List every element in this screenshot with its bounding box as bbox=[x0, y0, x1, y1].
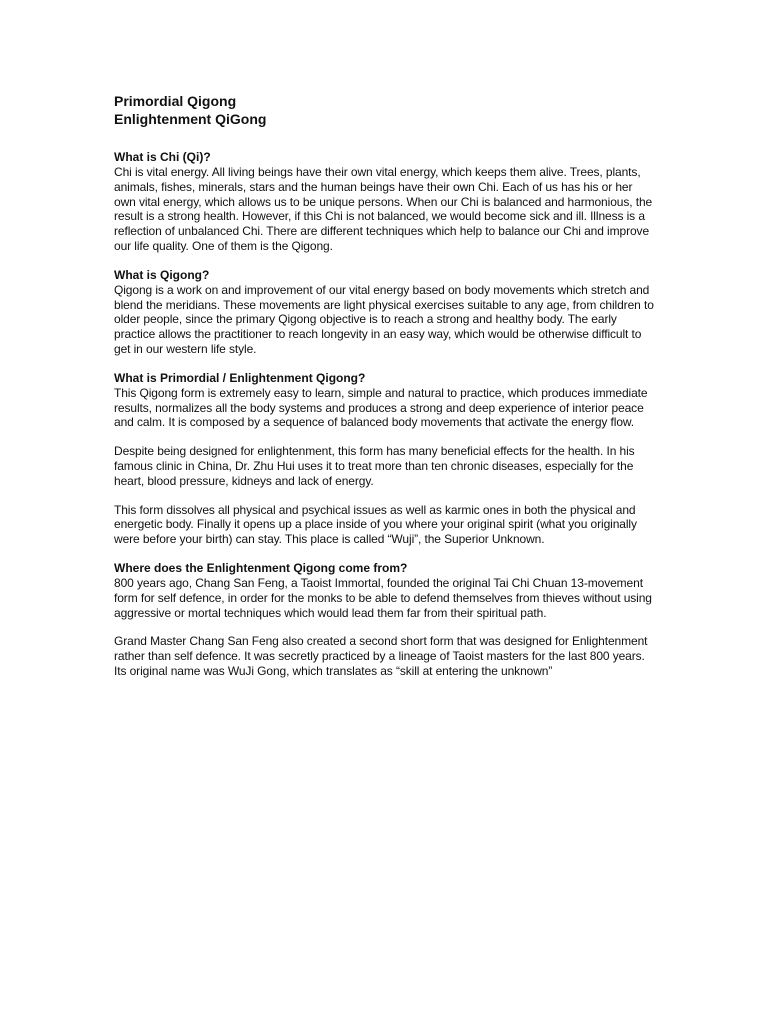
section-where-does-it-come-from bbox=[114, 561, 654, 679]
paragraph: Grand Master Chang San Feng also created a second short form that was designed for Enlightenment rather than self defence. It was secretly practiced by a lineage of Taoist masters for the last 800 years. Its original name was WuJi Gong, which translates as “skill at entering the unknown” bbox=[114, 634, 648, 678]
section-what-is-primordial-qigong bbox=[114, 371, 654, 547]
section-heading: What is Chi (Qi)? bbox=[114, 150, 211, 164]
paragraph: Despite being designed for enlightenment, this form has many beneficial effects for the health. In his famous clinic in China, Dr. Zhu Hui uses it to treat more than ten chronic diseases, especially for the heart, blood pressure, kidneys and lack of energy. bbox=[114, 444, 635, 488]
section-heading: What is Qigong? bbox=[114, 267, 210, 282]
paragraph: This Qigong form is extremely easy to learn, simple and natural to practice, which produces immediate results, normalizes all the body systems and produces a strong and deep experience of interior peace and calm. It is composed by a sequence of balanced body movements that activate the energy flow. bbox=[114, 385, 648, 430]
section-what-is-chi bbox=[114, 150, 654, 254]
paragraph: 800 years ago, Chang San Feng, a Taoist Immortal, founded the original Tai Chi Chuan 13-movement form for self defence, in order for the monks to be able to defend themselves from thieves without using aggressive or mortal techniques which would lead them far from their spiritual path. bbox=[114, 575, 652, 620]
section-heading: What is Primordial / Enlightenment Qigong? bbox=[114, 370, 366, 385]
section-heading: Where does the Enlightenment Qigong come from? bbox=[114, 560, 408, 575]
paragraph: This form dissolves all physical and psychical issues as well as karmic ones in both the physical and energetic body. Finally it opens up a place inside of you where your original spirit (what you originally were before your birth) can stay. This place is called “Wuji”, the Superior Unknown. bbox=[114, 502, 637, 547]
section-what-is-qigong bbox=[114, 268, 654, 357]
document-body bbox=[114, 150, 654, 679]
document-page bbox=[114, 92, 654, 679]
document-subtitle: Enlightenment QiGong bbox=[114, 111, 267, 127]
document-title: Primordial Qigong bbox=[114, 93, 237, 109]
paragraph: Chi is vital energy. All living beings have their own vital energy, which keeps them alive. Trees, plants, animals, fishes, minerals, stars and the human beings have their own Chi. Each of us has his or her own vital energy, which allows us to be unique persons. When our Chi is balanced and harmonious, the result is a strong health. However, if this Chi is not balanced, we would become sick and ill. Illness is a reflection of unbalanced Chi. There are different techniques which help to balance our Chi and improve our life quality. One of them is the Qigong. bbox=[114, 165, 653, 253]
document-title-block bbox=[114, 92, 654, 128]
paragraph: Qigong is a work on and improvement of our vital energy based on body movements which stretch and blend the meridians. These movements are light physical exercises suitable to any age, from children to older people, since the primary Qigong objective is to reach a strong and healthy body. The early practice allows the practitioner to reach longevity in an easy way, which would be otherwise difficult to get in our western life style. bbox=[114, 282, 654, 356]
